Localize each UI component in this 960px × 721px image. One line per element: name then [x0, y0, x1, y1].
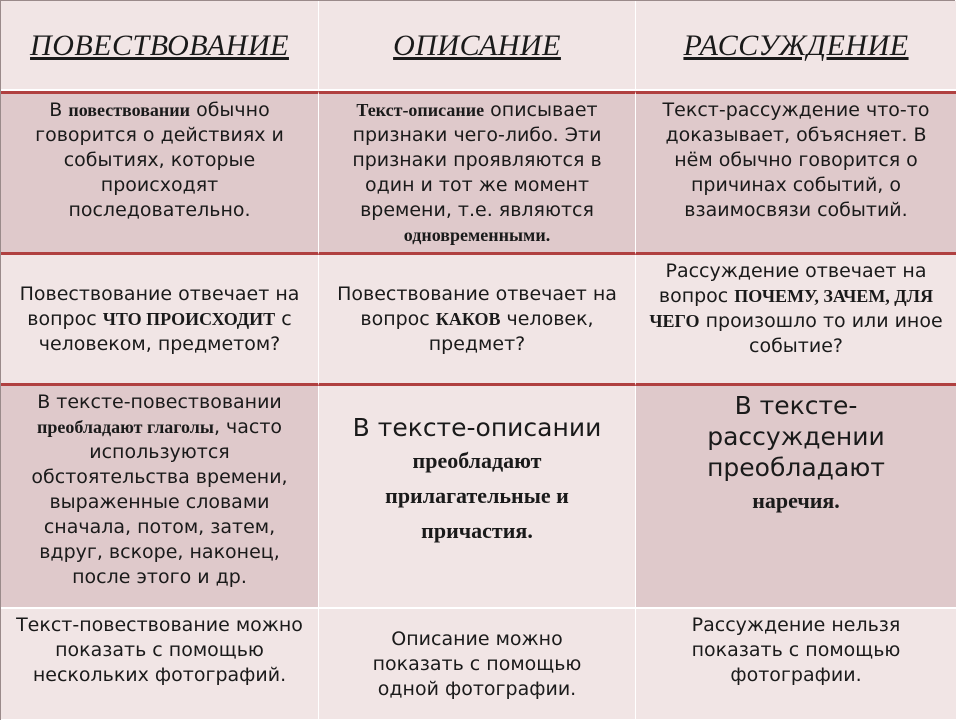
- text-run: , часто используются обстоятельства времени, выраженные словами сначала, потом, затем, вдруг, вскоре, наконец, после этого и др.: [31, 416, 288, 588]
- cell-rassuzhdenie-question: [636, 255, 956, 386]
- text-run: описывает признаки чего-либо. Эти признаки проявляются в один и тот же момент времени, т.е. являются: [352, 99, 602, 221]
- text-run: Текст-повествование можно показать с помощью нескольких фотографий.: [16, 614, 303, 686]
- cell-opisanie-definition: [319, 91, 636, 255]
- text-run: человек, предмет?: [428, 307, 594, 355]
- text-run: Описание можно показать с помощью одной фотографии.: [372, 627, 582, 700]
- text-run: Рассуждение нельзя показать с помощью фотографии.: [691, 614, 901, 686]
- bold-text-run: наречия.: [752, 488, 840, 513]
- text-run: В тексте-описании: [352, 413, 602, 442]
- bold-text-run: КАКОВ: [435, 308, 501, 329]
- cell-opisanie-photo: [319, 609, 636, 721]
- cell-opisanie-language: [319, 386, 636, 609]
- bold-text-run: ПОЧЕМУ, ЗАЧЕМ, ДЛЯ ЧЕГО: [649, 286, 934, 331]
- cell-povestvovanie-question: [1, 255, 319, 386]
- text-run: с человеком, предметом?: [38, 307, 292, 355]
- bold-text-run: преобладают прилагательные и причастия.: [385, 448, 569, 543]
- cell-opisanie-question: [319, 255, 636, 386]
- text-run: Повествование отвечает на вопрос: [19, 282, 300, 330]
- bold-text-run: преобладают глаголы: [36, 417, 214, 437]
- text-run: произошло то или иное событие?: [699, 310, 943, 357]
- text-run: В тексте-повествовании: [37, 391, 282, 413]
- cell-rassuzhdenie-language: [636, 386, 956, 609]
- bold-text-run: Текст-описание: [356, 100, 485, 120]
- bold-text-run: одновременными.: [403, 225, 551, 245]
- text-run: Рассуждение отвечает на вопрос: [658, 260, 927, 307]
- text-run: В тексте-рассуждении преобладают: [707, 391, 885, 482]
- cell-povestvovanie-definition: [1, 91, 319, 255]
- text-run: Повествование отвечает на вопрос: [337, 282, 617, 330]
- header-povestvovanie: ПОВЕСТВОВАНИЕ: [1, 1, 319, 91]
- header-opisanie: ОПИСАНИЕ: [319, 1, 636, 91]
- text-run: Текст-рассуждение что-то доказывает, объясняет. В нём обычно говорится о причинах событий, о взаимосвязи событий.: [662, 99, 930, 221]
- cell-povestvovanie-language: [1, 386, 319, 609]
- cell-povestvovanie-photo: [1, 609, 319, 721]
- text-run: обычно говорится о действиях и событиях, которые происходят последовательно.: [35, 99, 284, 221]
- bold-text-run: ЧТО ПРОИСХОДИТ: [102, 308, 276, 329]
- bold-text-run: повествовании: [68, 100, 191, 120]
- cell-rassuzhdenie-photo: [636, 609, 956, 721]
- text-run: В: [49, 99, 69, 121]
- cell-rassuzhdenie-definition: [636, 91, 956, 255]
- header-rassuzhdenie: РАССУЖДЕНИЕ: [636, 1, 956, 91]
